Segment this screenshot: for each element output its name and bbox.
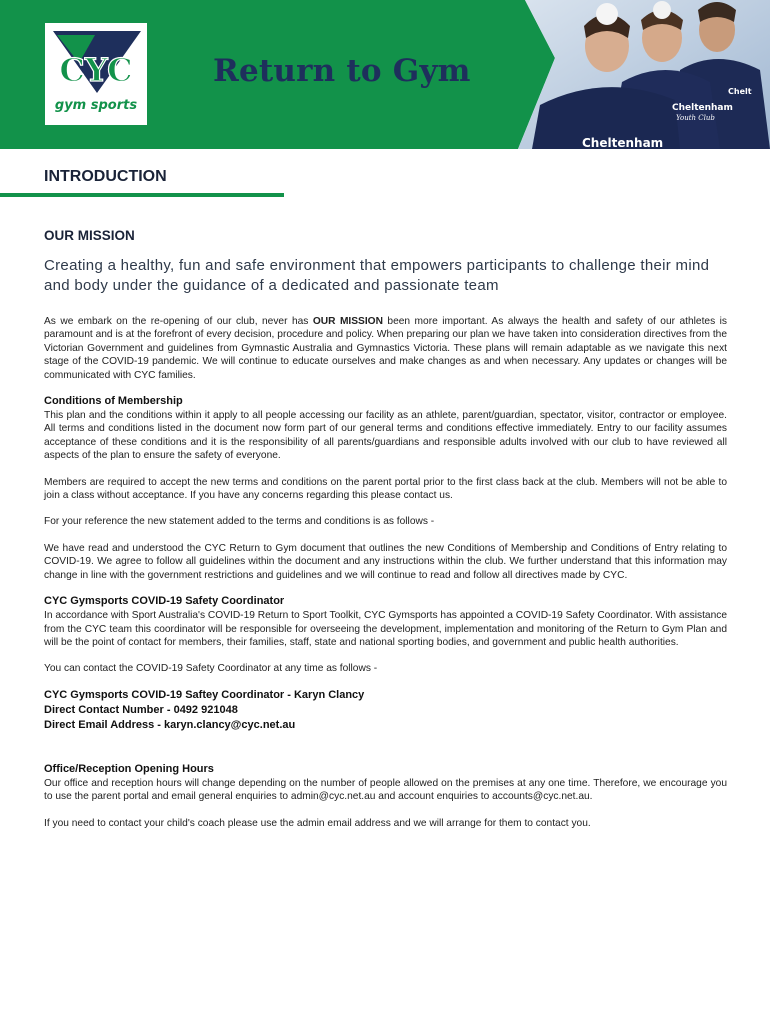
coordinator-paragraph-1: In accordance with Sport Australia's COVID-19 Return to Sport Toolkit, CYC Gymsports has appointed a COVID-19 Safety Coordinator. With assistance from the CYC team this coordinator will be responsible for overseeing the development, implementation and monitoring of the Return to Gym Plan and will be the point of contact for members, their families, staff, state and national sporting bodies, and government and public health authorities. <box>44 610 727 648</box>
coordinator-contact <box>44 688 727 733</box>
mission-statement: Creating a healthy, fun and safe environment that empowers participants to challenge their mind and body under the guidance of a dedicated and passionate team <box>44 257 710 294</box>
office-paragraph-2: If you need to contact your child's coach please use the admin email address and we will arrange for them to contact you. <box>44 817 591 829</box>
coordinator-email[interactable]: Direct Email Address - karyn.clancy@cyc.net.au <box>44 718 296 731</box>
cyc-logo <box>45 23 147 125</box>
introduction-heading: INTRODUCTION <box>44 168 167 185</box>
membership-heading: Conditions of Membership <box>44 395 183 408</box>
jacket-text-middle-2: Youth Club <box>676 114 715 122</box>
page-title: Return to Gym <box>213 53 471 89</box>
membership-statement: We have read and understood the CYC Return to Gym document that outlines the new Conditions of Membership and Conditions of Entry relating to COVID-19. We agree to follow all guidelines within the document and any instructions within the club. We further understand that this information may change in line with the government restrictions and guidelines and we will continue to read and follow all directives made by CYC. <box>44 542 727 581</box>
coordinator-phone[interactable]: Direct Contact Number - 0492 921048 <box>44 703 238 716</box>
mission-paragraph-start: As we embark on the re-opening of our club, never has <box>44 316 313 327</box>
coordinator-name: CYC Gymsports COVID-19 Saftey Coordinator - Karyn Clancy <box>44 688 365 701</box>
mission-paragraph-end: been more important. As always the health and safety of our athletes is paramount and is at the forefront of every decision, procedure and policy. When preparing our plan we have taken into consideration directives from the Victorian Government and guidelines from Gymnastic Australia and Gymnastics Victoria. These plans will remain adaptable as we navigate this next stage of the COVID-19 pandemic. We will continue to educate ourselves and make changes as and when necessary. Any updates or changes will be communicated with CYC families. <box>44 316 727 381</box>
office-heading: Office/Reception Opening Hours <box>44 762 214 775</box>
membership-paragraph-3: For your reference the new statement added to the terms and conditions is as follows - <box>44 516 435 528</box>
membership-paragraph-1: This plan and the conditions within it apply to all people accessing our facility as an athlete, parent/guardian, spectator, visitor, contractor or employee. All terms and conditions listed in the document now form part of our general terms and conditions effective immediately. Entry to our facility assumes acceptance of these conditions and it is the responsibility of all parents/guardians and responsible adults involved with our club to have reviewed all aspects of the plan to ensure the safety of everyone. <box>44 410 727 462</box>
coordinator-paragraph-2: You can contact the COVID-19 Safety Coordinator at any time as follows - <box>44 663 378 675</box>
mission-paragraph <box>44 315 727 382</box>
coordinator-heading: CYC Gymsports COVID-19 Safety Coordinator <box>44 595 285 608</box>
jacket-text-middle-1: Cheltenham <box>672 103 733 113</box>
gymnasts-photo <box>510 0 770 149</box>
introduction-divider <box>0 193 284 197</box>
jacket-text-back: Chelt <box>728 87 752 96</box>
main-content <box>44 228 727 843</box>
mission-inline-bold: OUR MISSION <box>312 316 383 327</box>
cyc-logo-graphic <box>45 23 147 125</box>
office-paragraph-1: Our office and reception hours will change depending on the number of people allowed on the premises at any one time. Therefore, we encourage you to use the parent portal and email general enquiries to admin@cyc.net.au and account enquiries to accounts@cyc.net.au. <box>44 777 727 803</box>
logo-subtext: gym sports <box>54 98 138 113</box>
page-header <box>0 0 770 149</box>
membership-paragraph-2: Members are required to accept the new terms and conditions on the parent portal prior to the first class back at the club. Members will not be able to join a class without acceptance. If you have any concerns regarding this please contact us. <box>44 476 727 502</box>
jacket-text-front: Cheltenham <box>582 136 664 149</box>
logo-text: CYC <box>59 51 133 89</box>
mission-heading: OUR MISSION <box>44 228 135 243</box>
